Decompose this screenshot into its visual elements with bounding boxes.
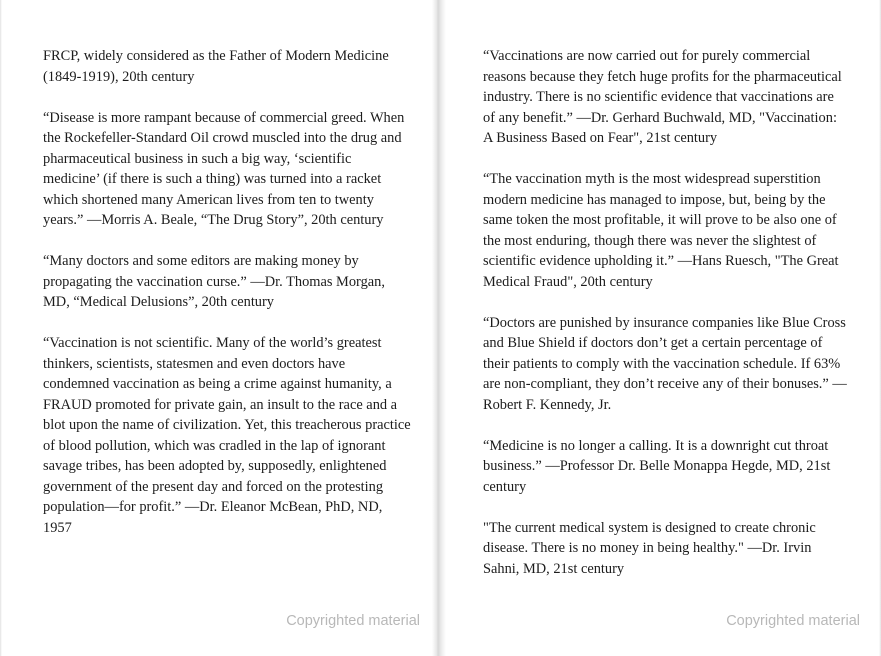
right-page-text <box>483 46 848 600</box>
paragraph: “Medicine is no longer a calling. It is a downright cut throat business.” —Professor Dr. Belle Monappa Hegde, MD, 21st century <box>483 437 831 495</box>
paragraph: "The current medical system is designed to create chronic disease. There is no money in being healthy." —Dr. Irvin Sahni, MD, 21st century <box>483 519 816 577</box>
paragraph: “Disease is more rampant because of commercial greed. When the Rockefeller-Standard Oil crowd muscled into the drug and pharmaceutical business in such a big way, ‘scientific medicine’ (if there is such a thing) was turned into a racket which shortened many American lives from ten to twenty years.” —Morris A. Beale, “The Drug Story”, 20th century <box>43 109 405 228</box>
copyright-footer: Copyrighted material <box>286 613 420 629</box>
paragraph: “Doctors are punished by insurance companies like Blue Cross and Blue Shield if doctors don’t get a certain percentage of their patients to comply with the vaccination schedule. If 63% are non-compliant, they don’t receive any of their bonuses.” —Robert F. Kennedy, Jr. <box>483 314 847 413</box>
paragraph: “Vaccinations are now carried out for purely commercial reasons because they fetch huge profits for the pharmaceutical industry. There is no scientific evidence that vaccinations are of any benefit.” —Dr. Gerhard Buchwald, MD, "Vaccination: A Business Based on Fear", 21st century <box>483 48 842 146</box>
copyright-footer: Copyrighted material <box>726 613 860 629</box>
paragraph: “Many doctors and some editors are making money by propagating the vaccination curse.” —Dr. Thomas Morgan, MD, “Medical Delusions”, 20th century <box>43 253 385 310</box>
right-page <box>442 0 881 656</box>
paragraph: “Vaccination is not scientific. Many of the world’s greatest thinkers, scientists, statesmen and even doctors have condemned vaccination as being a crime against humanity, a FRAUD promoted for private gain, an insult to the race and a blot upon the name of civilization. Yet, this treacherous practice of blood pollution, which was cradled in the lap of ignorant savage tribes, has been adopted by, supposedly, enlightened government of the present day and forced on the protesting population—for profit.” —Dr. Eleanor McBean, PhD, ND, 1957 <box>43 335 411 536</box>
left-page <box>0 0 438 656</box>
page-edge-shadow <box>0 0 2 656</box>
book-gutter <box>432 0 446 656</box>
paragraph: FRCP, widely considered as the Father of Modern Medicine (1849-1919), 20th century <box>43 48 389 85</box>
left-page-text <box>43 46 411 559</box>
paragraph: “The vaccination myth is the most widespread superstition modern medicine has managed to impose, but, being by the same token the most profitable, it will prove to be also one of the most enduring, though there was never the slightest of scientific evidence upholding it.” —Hans Ruesch, "The Great Medical Fraud", 20th century <box>483 171 839 290</box>
